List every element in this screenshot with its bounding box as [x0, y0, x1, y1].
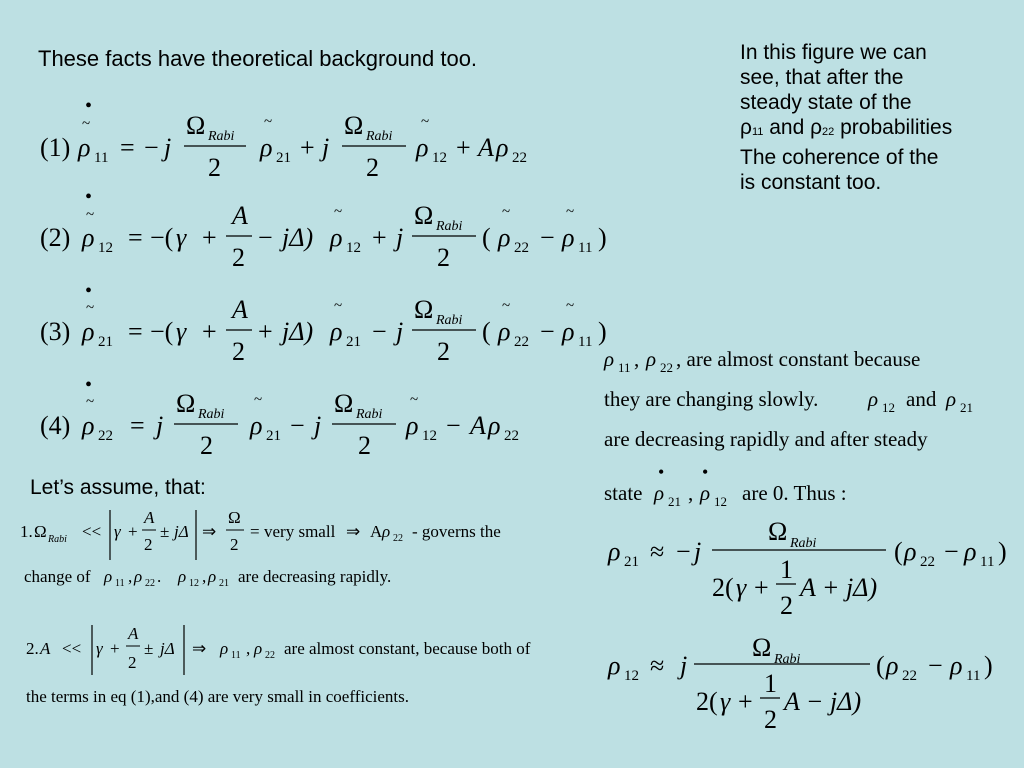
denominator: 2: [232, 337, 245, 366]
minus-sign: −: [372, 317, 387, 346]
rho: ρ: [868, 387, 879, 411]
plus-sign: +: [258, 317, 273, 346]
eq-label: (1): [40, 133, 71, 162]
denominator: 2: [437, 243, 450, 272]
j: j: [314, 411, 322, 440]
note-and: and: [763, 116, 811, 139]
equation-2: [40, 186, 607, 272]
small-denominator: 2: [780, 591, 793, 620]
subscript: 22: [514, 240, 529, 256]
dot-mark: •: [702, 462, 709, 482]
plus-sign: +: [110, 639, 120, 658]
condition-text: very small: [264, 522, 336, 541]
plus-sign: +: [202, 317, 217, 346]
implies-sign: ⇒: [202, 522, 217, 541]
denominator: 2: [437, 337, 450, 366]
gamma: γ: [176, 223, 187, 252]
paragraph-text: are 0. Thus :: [742, 481, 847, 505]
j: j: [680, 651, 688, 680]
rho: ρ: [488, 411, 501, 440]
rho: ρ: [950, 651, 963, 680]
rho: ρ: [330, 223, 343, 252]
neg-paren: −(: [150, 223, 174, 252]
plus-sign: +: [300, 133, 315, 162]
subscript: 22: [512, 150, 527, 166]
subscript: 21: [219, 578, 229, 589]
subscript: 11: [231, 650, 241, 661]
rho: ρ: [82, 223, 95, 252]
subscript: 21: [960, 400, 973, 415]
numerator-A: A: [144, 508, 155, 527]
subscript: 21: [346, 334, 361, 350]
rabi-sub: Rabi: [208, 129, 235, 144]
rho: ρ: [562, 317, 575, 346]
rho: ρ: [382, 522, 391, 541]
j: j: [322, 133, 330, 162]
minus-sign: −: [944, 537, 959, 566]
subscript: 12: [98, 240, 113, 256]
rabi-sub: Rabi: [198, 407, 225, 422]
condition-number: 2.: [26, 639, 39, 658]
much-less-sign: <<: [62, 639, 82, 658]
j: j: [396, 317, 404, 346]
condition-number: 1.: [20, 522, 33, 541]
plus-sign: +: [128, 522, 138, 541]
rho: ρ: [416, 133, 429, 162]
gamma: γ: [176, 317, 187, 346]
omega: Ω: [768, 517, 788, 546]
small-numerator: 1: [780, 555, 793, 584]
equals-sign: =: [120, 133, 135, 162]
approx-sign: ≈: [650, 651, 665, 680]
two-paren: 2(: [712, 573, 734, 602]
gamma: γ: [114, 522, 121, 541]
rabi-sub: Rabi: [436, 219, 463, 234]
denominator: 2: [366, 153, 379, 182]
A: A: [478, 133, 494, 162]
j: j: [164, 133, 172, 162]
tilde-mark: ~: [264, 114, 273, 130]
tilde-mark: ~: [421, 114, 430, 130]
paragraph-text: state: [604, 481, 643, 505]
subscript: 21: [98, 334, 113, 350]
comma: ,: [688, 481, 694, 505]
condition-1: [20, 508, 501, 589]
subscript: 12: [189, 578, 199, 589]
numerator-A: A: [232, 201, 248, 230]
subscript: 11: [966, 668, 981, 684]
condition-text: are decreasing rapidly.: [238, 567, 392, 586]
tilde-mark: ~: [82, 116, 91, 132]
subscript: 12: [624, 668, 639, 684]
rho: ρ: [498, 223, 511, 252]
comma: ,: [202, 567, 207, 586]
equals-sign: =: [250, 522, 260, 541]
slide-title: These facts have theoretical background too.: [38, 46, 478, 71]
rho: ρ: [330, 317, 343, 346]
omega: Ω: [186, 111, 206, 140]
plus-sign: +: [202, 223, 217, 252]
rho: ρ: [406, 411, 419, 440]
rho: ρ: [700, 481, 711, 505]
rho: ρ: [178, 567, 187, 586]
right-paren: ): [984, 651, 993, 680]
tilde-mark: ~: [254, 392, 263, 408]
paragraph-text: , are almost constant because: [676, 347, 921, 371]
neg-paren: −(: [150, 317, 174, 346]
omega: Ω: [344, 111, 364, 140]
j-delta: jΔ: [174, 522, 189, 541]
rho: ρ: [260, 133, 273, 162]
rho: ρ: [608, 537, 621, 566]
tilde-mark: ~: [566, 204, 575, 220]
condition-text: - governs the: [412, 522, 501, 541]
denominator: 2: [230, 535, 239, 554]
rho: ρ: [254, 639, 263, 658]
assumption-label: Let’s assume, that:: [30, 476, 206, 499]
denominator: 2: [208, 153, 221, 182]
left-paren: (: [876, 651, 885, 680]
rabi-sub: Rabi: [790, 536, 817, 551]
result-rho12: [607, 633, 993, 734]
plus-minus-sign: ±: [144, 639, 154, 658]
equals-sign: =: [128, 223, 143, 252]
left-paren: (: [482, 317, 491, 346]
rabi-sub: Rabi: [356, 407, 383, 422]
A-plus-jdelta: A + jΔ): [800, 573, 878, 602]
plus-sign: +: [738, 687, 753, 716]
omega: Ω: [176, 389, 196, 418]
tilde-mark: ~: [86, 394, 95, 410]
subscript: 21: [668, 494, 681, 509]
rho: ρ: [496, 133, 509, 162]
condition-text: the terms in eq (1),and (4) are very small in coefficients.: [26, 687, 409, 706]
right-paragraph: [603, 347, 973, 509]
dot-mark: •: [85, 186, 93, 208]
rho: ρ: [604, 347, 615, 371]
subscript: 22: [98, 428, 113, 444]
subscript: 12: [346, 240, 361, 256]
eq-label: (3): [40, 317, 71, 346]
tilde-mark: ~: [86, 207, 95, 223]
subscript: 11: [578, 240, 593, 256]
subscript: 22: [902, 668, 917, 684]
dot-mark: •: [85, 374, 93, 396]
subscript: 11: [618, 360, 631, 375]
condition-2: [26, 624, 531, 706]
minus-sign: −: [540, 223, 555, 252]
omega: Ω: [414, 295, 434, 324]
tilde-mark: ~: [410, 392, 419, 408]
period: .: [157, 567, 162, 586]
subscript: 21: [276, 150, 291, 166]
comma: ,: [634, 347, 640, 371]
equation-3: [40, 280, 607, 366]
rabi-sub: Rabi: [366, 129, 393, 144]
tilde-mark: ~: [502, 204, 511, 220]
subscript: 22: [265, 650, 275, 661]
rho: ρ: [220, 639, 229, 658]
small-numerator: 1: [764, 669, 777, 698]
j: j: [156, 411, 164, 440]
numerator-A: A: [232, 295, 248, 324]
A-minus-jdelta: A − jΔ): [784, 687, 862, 716]
note-sub: 11: [751, 126, 764, 138]
subscript: 11: [115, 578, 125, 589]
note-probabilities: probabilities: [834, 116, 953, 139]
subscript: 22: [660, 360, 673, 375]
subscript: 12: [422, 428, 437, 444]
gamma: γ: [96, 639, 103, 658]
right-paren: ): [998, 537, 1007, 566]
subscript: 11: [94, 150, 109, 166]
j-delta: jΔ): [282, 223, 314, 252]
denominator: 2: [144, 535, 153, 554]
equation-1: [40, 95, 527, 182]
denominator: 2: [232, 243, 245, 272]
subscript: 22: [393, 533, 403, 544]
note-line: steady state of the: [740, 91, 912, 114]
rho: ρ: [134, 567, 143, 586]
condition-text: are almost constant, because both of: [284, 639, 531, 658]
A: A: [470, 411, 486, 440]
equals-sign: =: [128, 317, 143, 346]
subscript: 12: [714, 494, 727, 509]
rabi-sub: Rabi: [774, 652, 801, 667]
subscript: 22: [145, 578, 155, 589]
denominator: 2: [358, 431, 371, 460]
subscript: 11: [578, 334, 593, 350]
subscript: 22: [920, 554, 935, 570]
rabi-sub: Rabi: [48, 534, 67, 545]
subscript: 21: [624, 554, 639, 570]
rho: ρ: [946, 387, 957, 411]
note-line: is constant too.: [740, 171, 882, 194]
result-rho21: [607, 517, 1007, 620]
note-line: In this figure we can: [740, 41, 927, 64]
rho: ρ: [646, 347, 657, 371]
subscript: 22: [514, 334, 529, 350]
paragraph-text: they are changing slowly.: [604, 387, 819, 411]
plus-minus-sign: ±: [160, 522, 170, 541]
paragraph-text: are decreasing rapidly and after steady: [604, 427, 928, 451]
A: A: [370, 522, 383, 541]
much-less-sign: <<: [82, 522, 102, 541]
minus-sign: −: [540, 317, 555, 346]
rho: ρ: [250, 411, 263, 440]
right-paren: ): [598, 317, 607, 346]
rho: ρ: [964, 537, 977, 566]
omega: Ω: [34, 522, 47, 541]
approx-sign: ≈: [650, 537, 665, 566]
plus-sign: +: [456, 133, 471, 162]
minus-sign: −: [676, 537, 691, 566]
comma: ,: [128, 567, 133, 586]
omega: Ω: [414, 201, 434, 230]
subscript: 12: [882, 400, 895, 415]
rho: ρ: [78, 133, 91, 162]
rho: ρ: [904, 537, 917, 566]
rho: ρ: [104, 567, 113, 586]
rho: ρ: [886, 651, 899, 680]
left-paren: (: [482, 223, 491, 252]
eq-label: (4): [40, 411, 71, 440]
minus-sign: −: [144, 133, 159, 162]
rho: ρ: [208, 567, 217, 586]
j: j: [396, 223, 404, 252]
note-rho: ρ: [810, 116, 823, 139]
rho: ρ: [82, 411, 95, 440]
equations-group: [20, 95, 1007, 734]
rho: ρ: [498, 317, 511, 346]
dot-mark: •: [85, 95, 93, 117]
eq-label: (2): [40, 223, 71, 252]
rho: ρ: [82, 317, 95, 346]
rho: ρ: [608, 651, 621, 680]
gamma: γ: [720, 687, 731, 716]
tilde-mark: ~: [566, 298, 575, 314]
subscript: 22: [504, 428, 519, 444]
implies-sign: ⇒: [192, 639, 207, 658]
dot-mark: •: [85, 280, 93, 302]
equals-sign: =: [130, 411, 145, 440]
comma: ,: [246, 639, 251, 658]
equation-4: [40, 374, 519, 460]
plus-sign: +: [372, 223, 387, 252]
minus-sign: −: [258, 223, 273, 252]
note-rho: ρ: [740, 116, 752, 139]
rho: ρ: [654, 481, 665, 505]
implies-sign: ⇒: [346, 522, 361, 541]
rabi-sub: Rabi: [436, 313, 463, 328]
minus-sign: −: [446, 411, 461, 440]
j: j: [694, 537, 702, 566]
denominator: 2: [128, 653, 137, 672]
j-delta: jΔ): [282, 317, 314, 346]
tilde-mark: ~: [334, 298, 343, 314]
two-paren: 2(: [696, 687, 718, 716]
plus-sign: +: [754, 573, 769, 602]
rho: ρ: [562, 223, 575, 252]
right-paren: ): [598, 223, 607, 252]
gamma: γ: [736, 573, 747, 602]
dot-mark: •: [658, 462, 665, 482]
subscript: 21: [266, 428, 281, 444]
small-denominator: 2: [764, 705, 777, 734]
minus-sign: −: [928, 651, 943, 680]
tilde-mark: ~: [86, 300, 95, 316]
omega: Ω: [228, 508, 241, 527]
note-sub: 22: [822, 126, 835, 138]
numerator-A: A: [128, 624, 139, 643]
A: A: [40, 639, 51, 658]
omega: Ω: [334, 389, 354, 418]
tilde-mark: ~: [502, 298, 511, 314]
note-line: The coherence of the: [740, 146, 939, 169]
j-delta: jΔ: [160, 639, 175, 658]
paragraph-text: and: [906, 387, 937, 411]
left-paren: (: [894, 537, 903, 566]
subscript: 11: [980, 554, 995, 570]
minus-sign: −: [290, 411, 305, 440]
subscript: 12: [432, 150, 447, 166]
denominator: 2: [200, 431, 213, 460]
condition-text: change of: [24, 567, 91, 586]
tilde-mark: ~: [334, 204, 343, 220]
omega: Ω: [752, 633, 772, 662]
note-line: see, that after the: [740, 66, 904, 89]
